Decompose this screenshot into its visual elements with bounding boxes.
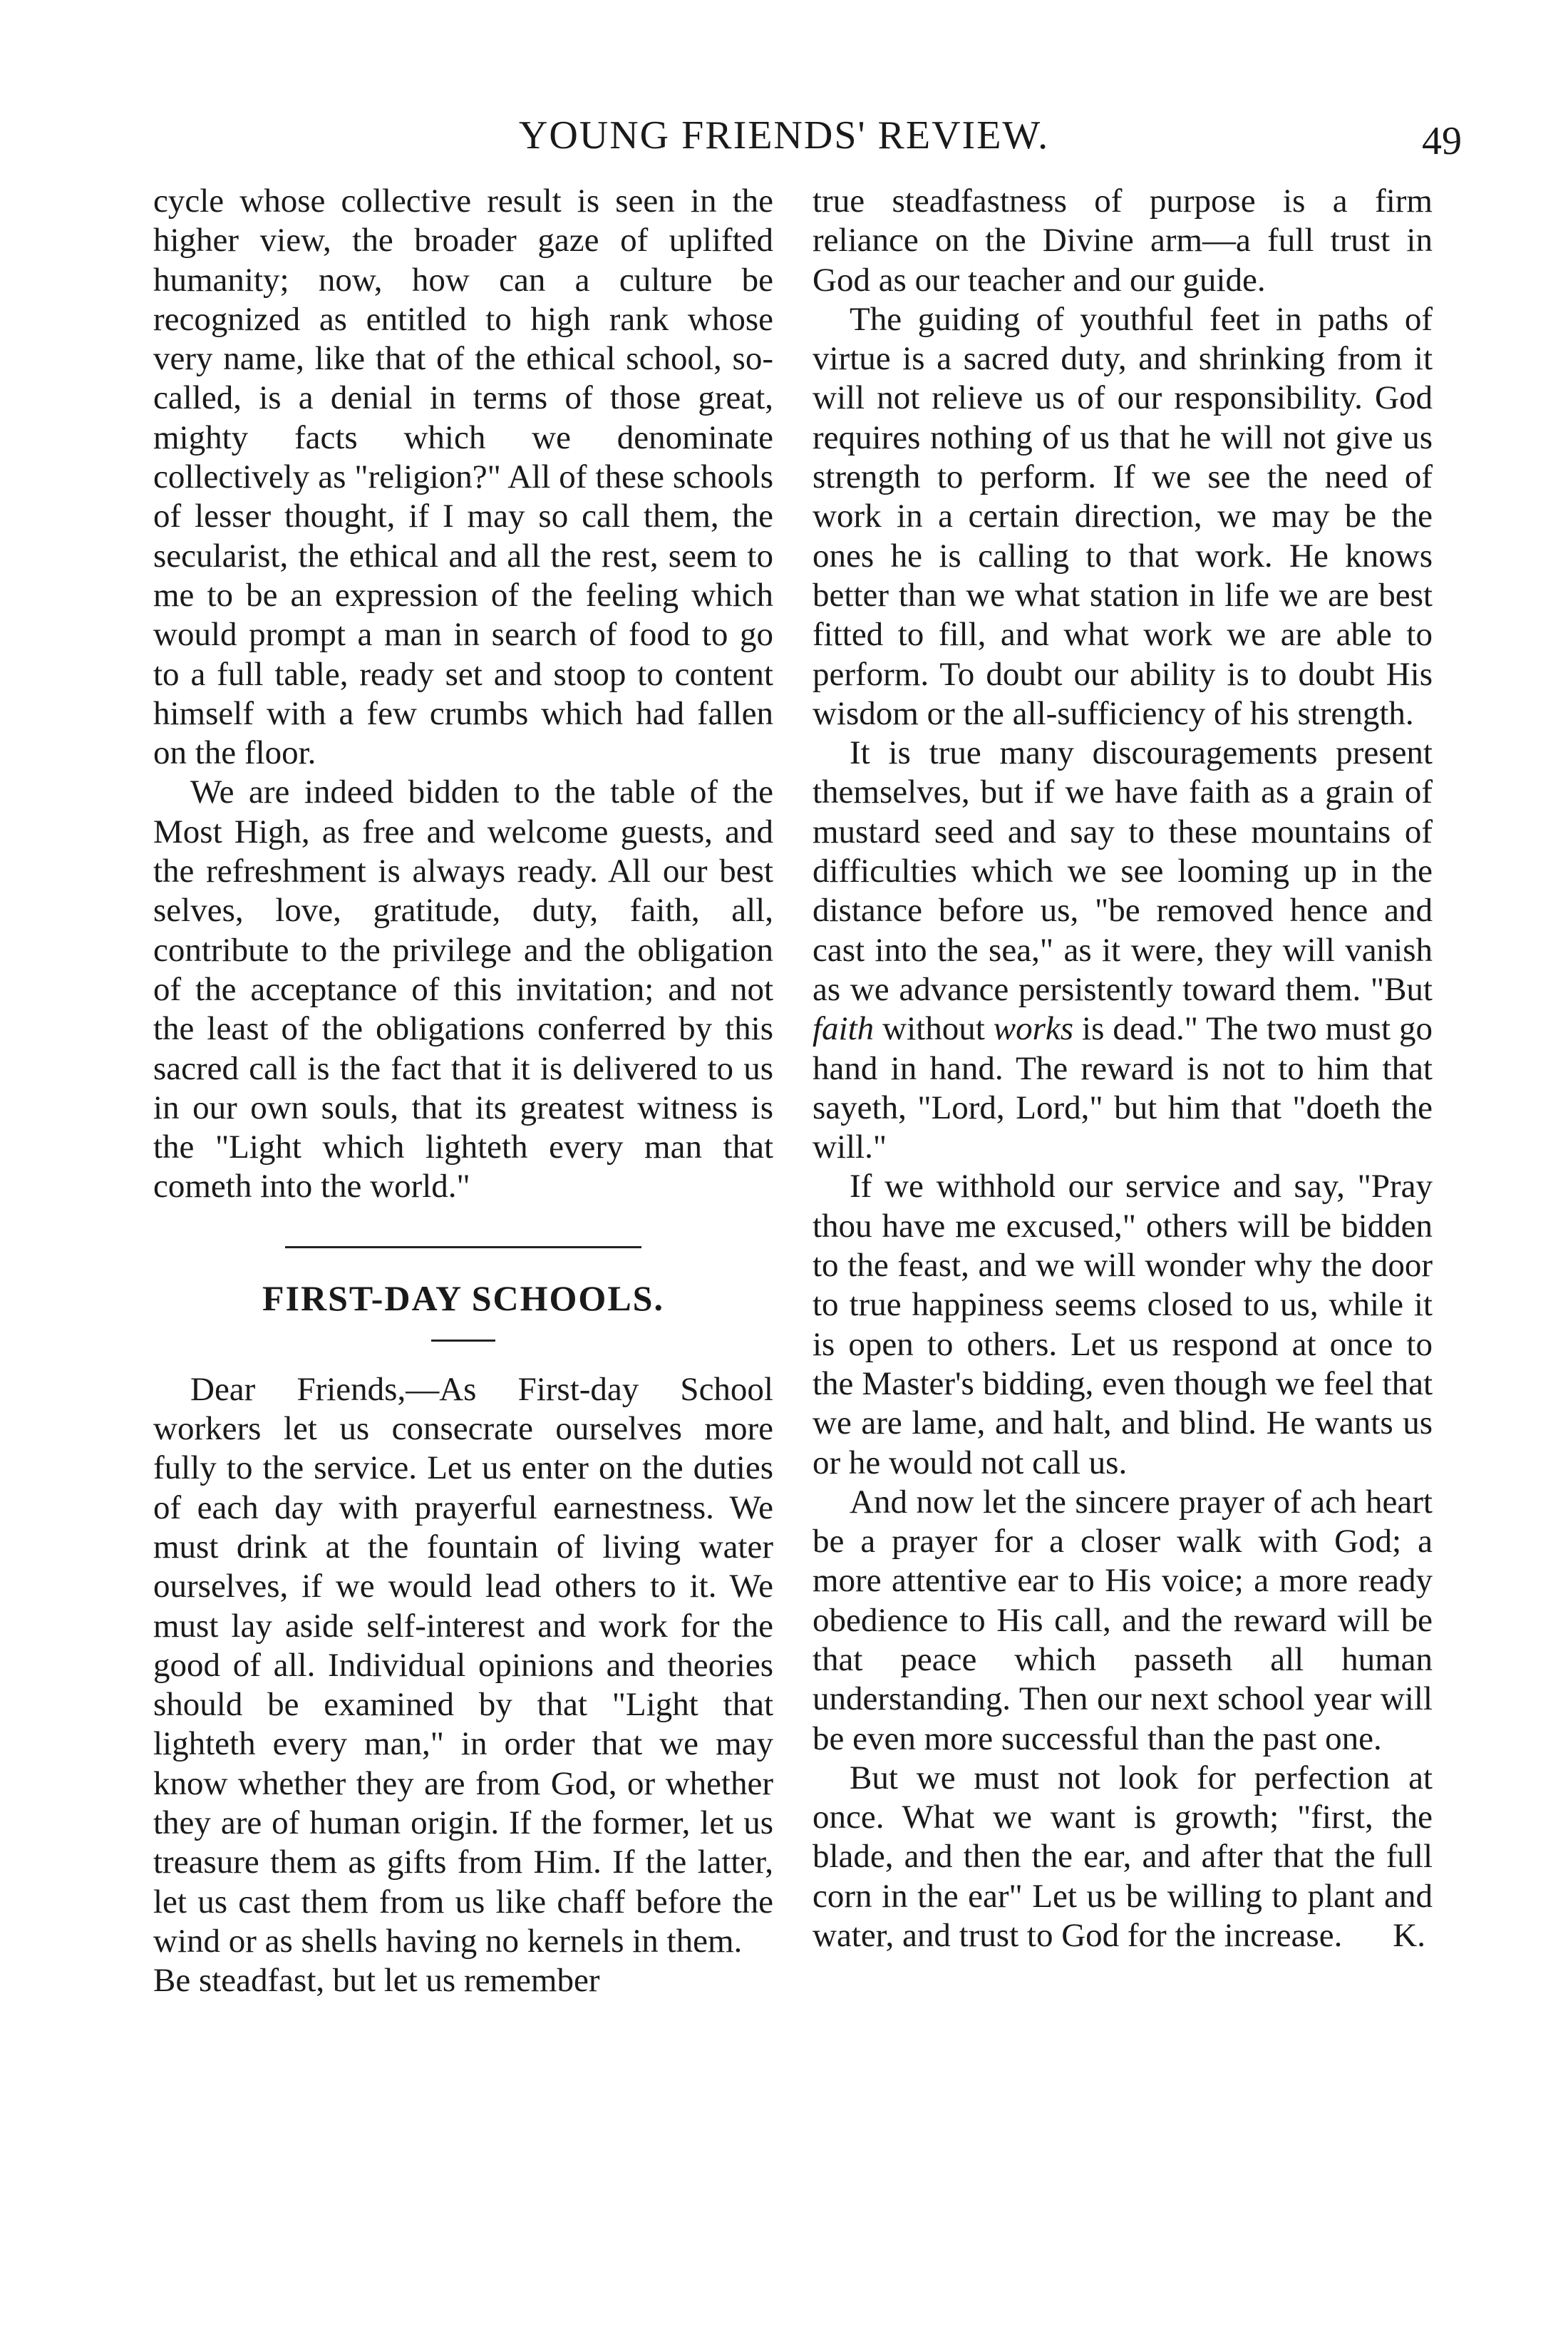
- body-paragraph: cycle whose collective result is seen in the higher view, the broader gaze of uplifted humanity; now, how can a culture be recognized as entitled to high rank whose very name, like that of the ethical school, so-called, is a denial in terms of those great, mighty facts which we denominate collectively as "religion?" All of these schools of lesser thought, if I may so call them, the secularist, the ethical and all the rest, seem to me to be an expression of the feeling which would prompt a man in search of food to go to a full table, ready set and stoop to content himself with a few crumbs which had fallen on the floor.: [153, 182, 773, 772]
- section-divider: [285, 1246, 641, 1248]
- paragraph-text: But we must not look for perfection at once. What we want is growth; "first, the blade, and then the ear, and after that the full corn in the ear" Let us be willing to plant and water, and trust to God for the increase.: [813, 1759, 1433, 1955]
- body-paragraph: [813, 1759, 1433, 1955]
- italic-word: faith: [813, 1010, 875, 1048]
- body-paragraph: The guiding of youthful feet in paths of virtue is a sacred duty, and shrinking from it will not relieve us of our responsibility. God requires nothing of us that he will not give us strength to perform. If we see the need of work in a certain direction, we may be the ones he is calling to that work. He knows better than we what station in life we are best fitted to fill, and what work we are able to perform. To doubt our ability is to doubt His wisdom or the all-sufficiency of his strength.: [813, 300, 1433, 732]
- author-signature: K.: [1393, 1917, 1425, 1955]
- body-paragraph: If we withhold our service and say, "Pray thou have me excused," others will be bidden to the feast, and we will wonder why the door to true happiness seems closed to us, while it is open to others. Let us respond at once to the Master's bidding, even though we feel that we are lame, and halt, and blind. He wants us or he would not call us.: [813, 1168, 1433, 1481]
- running-head: [0, 107, 1568, 164]
- right-column: [813, 182, 1433, 1955]
- heading-rule: [431, 1340, 495, 1342]
- body-paragraph: Be steadfast, but let us remember: [153, 1962, 600, 2000]
- body-paragraph: And now let the sincere prayer of ach heart be a prayer for a closer walk with God; a more attentive ear to His voice; a more ready obedience to His call, and the reward will be that peace which passeth all human understanding. Then our next school year will be even more successful than the past one.: [813, 1483, 1433, 1757]
- paragraph-text: is dead." The two must go hand in hand. The reward is not to him that sayeth, "Lord, Lord," but him that "doeth the will.": [813, 1010, 1433, 1166]
- body-paragraph: true steadfastness of purpose is a firm reliance on the Divine arm—a full trust in God as our teacher and our guide.: [813, 182, 1433, 299]
- left-column: [153, 182, 773, 2000]
- section-heading: FIRST-DAY SCHOOLS.: [262, 1277, 664, 1318]
- body-paragraph: Dear Friends,—As First-day School workers let us consecrate ourselves more fully to the service. Let us enter on the duties of each day with prayerful earnestness. We must drink at the fountain of living water ourselves, if we would lead others to it. We must lay aside self-interest and work for the good of all. Individual opinions and theories should be examined by that "Light that lighteth every man," in order that we may know whether they are from God, or whether they are of human origin. If the former, let us treasure them as gifts from Him. If the latter, let us cast them from us like chaff before the wind or as shells having no kernels in them.: [153, 1370, 773, 1960]
- paragraph-text: without: [874, 1010, 994, 1048]
- italic-word: works: [993, 1010, 1074, 1048]
- page-number: 49: [1422, 119, 1462, 163]
- paragraph-text: It is true many discouragements present themselves, but if we have faith as a grain of mustard seed and say to these mountains of difficulties which we see looming up in the distance before us, "be removed hence and cast into the sea," as it were, they will vanish as we advance persistently toward them. "But: [813, 734, 1433, 1008]
- body-paragraph: [813, 734, 1433, 1167]
- journal-title: YOUNG FRIENDS' REVIEW.: [518, 113, 1050, 158]
- body-paragraph: We are indeed bidden to the table of the Most High, as free and welcome guests, and the refreshment is always ready. All our best selves, love, gratitude, duty, faith, all, contribute to the privilege and the obligation of the acceptance of this invitation; and not the least of the obligations conferred by this sacred call is the fact that it is delivered to us in our own souls, that its greatest witness is the "Light which lighteth every man that cometh into the world.": [153, 773, 773, 1205]
